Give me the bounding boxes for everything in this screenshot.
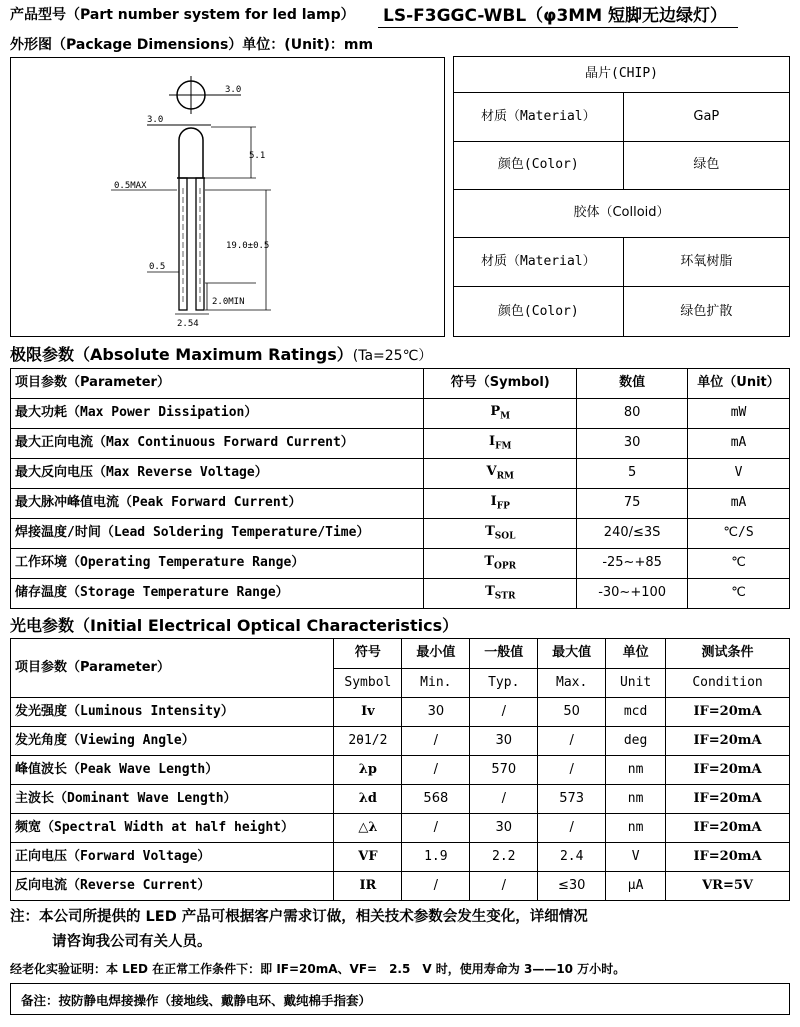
header-unit: 单位（Unit） — [688, 369, 790, 399]
table-row: 最大脉冲峰值电流（Peak Forward Current） $I_{FP}$ 75 mA — [11, 489, 790, 519]
table-row: 主波长（Dominant Wave Length） λd 568 / 573 nm IF=20mA — [11, 785, 790, 814]
table-row: 最大反向电压（Max Reverse Voltage） $V_{RM}$ 5 V — [11, 459, 790, 489]
colloid-material-value: 环氧树脂 — [623, 237, 789, 287]
table-row: 发光角度（Viewing Angle） 2θ1/2 / 30 / deg IF=20mA — [11, 727, 790, 756]
abs-max-header-row — [11, 369, 790, 399]
part-number-title: LS-F3GGC-WBL（φ3MM 短脚无边绿灯） — [383, 6, 728, 26]
table-row: 频宽（Spectral Width at half height） △λ / 30 / nm IF=20mA — [11, 814, 790, 843]
led-body — [179, 128, 203, 178]
dim-head-dia: 3.0 — [225, 85, 242, 95]
chip-material-label: 材质（Material） — [454, 93, 624, 142]
header-parameter: 项目参数（Parameter） — [11, 369, 424, 399]
aging-note: 经老化实验证明：本 LED 在正常工作条件下：即 IF=20mA、VF= 2.5 V 时，使用寿命为 3——10 万小时。 — [10, 962, 626, 976]
package-drawing — [10, 57, 445, 337]
colloid-material-label: 材质（Material） — [454, 237, 624, 287]
chip-color-value: 绿色 — [623, 141, 789, 190]
dim-height: 5.1 — [249, 151, 266, 161]
remark-text: 备注：按防静电焊接操作（接地线、戴静电环、戴纯棉手指套） — [21, 993, 372, 1008]
optical-table: 项目参数（Parameter） 符号 最小值 一般值 最大值 单位 测试条件 Symbol Min. Typ. Max. Unit Condition 发光强度（Luminous Intensity） Iv 30 / 50 mcd IF=20mA 发光角度（Viewing Angle） 2θ1/2 / 30 / deg IF=20mA 峰值波长（Peak Wave Length） λp / 570 / nm IF=20mA 主波长（Dominant Wave Length） λd 568 / 573 nm IF=20mA 频宽（Spectral Width at half height） △λ / 30 / nm IF=20mA 正向电压（Forward Voltage） VF 1.9 2.2 2.4 V IF=20mA 反向电流（Reverse Current） IR / / ≤30 μA VR=5V — [10, 638, 790, 901]
table-row: 最大功耗（Max Power Dissipation） $P_M$ 80 mW — [11, 399, 790, 429]
custom-note-cont: 请咨询我公司有关人员。 — [52, 934, 212, 950]
header-value: 数值 — [577, 369, 688, 399]
dim-pitch: 2.54 — [177, 319, 199, 329]
dim-lead-length: 19.0±0.5 — [226, 241, 270, 251]
table-row: 正向电压（Forward Voltage） VF 1.9 2.2 2.4 V IF=20mA — [11, 843, 790, 872]
colloid-header: 胶体（Colloid） — [454, 190, 790, 238]
product-model-label: 产品型号（Part number system for led lamp） — [10, 7, 355, 23]
colloid-color-label: 颜色(Color) — [454, 287, 624, 337]
optical-header-row: 项目参数（Parameter） 符号 最小值 一般值 最大值 单位 测试条件 — [11, 639, 790, 669]
remark-box — [10, 983, 790, 1015]
optical-title: 光电参数（Initial Electrical Optical Characteristics） — [10, 616, 459, 635]
title-underline — [378, 27, 738, 28]
package-dimensions-label: 外形图（Package Dimensions）单位：(Unit)：mm — [10, 37, 374, 53]
dim-flange: 0.5MAX — [114, 181, 147, 191]
dim-lead-width: 0.5 — [149, 262, 166, 272]
table-row: 反向电流（Reverse Current） IR / / ≤30 μA VR=5V — [11, 872, 790, 901]
abs-max-table — [10, 368, 790, 609]
chip-header: 晶片(CHIP) — [454, 57, 790, 93]
table-row: 最大正向电流（Max Continuous Forward Current） $I_{FM}$ 30 mA — [11, 429, 790, 459]
dim-body-dia: 3.0 — [147, 115, 164, 125]
table-row: 发光强度（Luminous Intensity） Iv 30 / 50 mcd IF=20mA — [11, 698, 790, 727]
led-outline-drawing — [11, 58, 446, 338]
header-symbol: 符号（Symbol) — [424, 369, 577, 399]
abs-max-title: 极限参数（Absolute Maximum Ratings）(Ta=25℃） — [10, 345, 433, 364]
dim-min-length: 2.0MIN — [212, 297, 245, 307]
table-row: 储存温度（Storage Temperature Range） $T_{STR}$ -30~+100 ℃ — [11, 579, 790, 609]
chip-colloid-table — [453, 56, 790, 337]
table-row: 焊接温度/时间（Lead Soldering Temperature/Time） $T_{SOL}$ 240/≤3S ℃/S — [11, 519, 790, 549]
table-row: 峰值波长（Peak Wave Length） λp / 570 / nm IF=20mA — [11, 756, 790, 785]
chip-material-value: GaP — [623, 93, 789, 142]
custom-note: 注：本公司所提供的 LED 产品可根据客户需求订做，相关技术参数会发生变化，详细情况 — [10, 909, 588, 925]
chip-color-label: 颜色(Color) — [454, 141, 624, 190]
colloid-color-value: 绿色扩散 — [623, 287, 789, 337]
table-row: 工作环境（Operating Temperature Range） $T_{OPR}$ -25~+85 ℃ — [11, 549, 790, 579]
header-parameter: 项目参数（Parameter） — [11, 639, 334, 698]
